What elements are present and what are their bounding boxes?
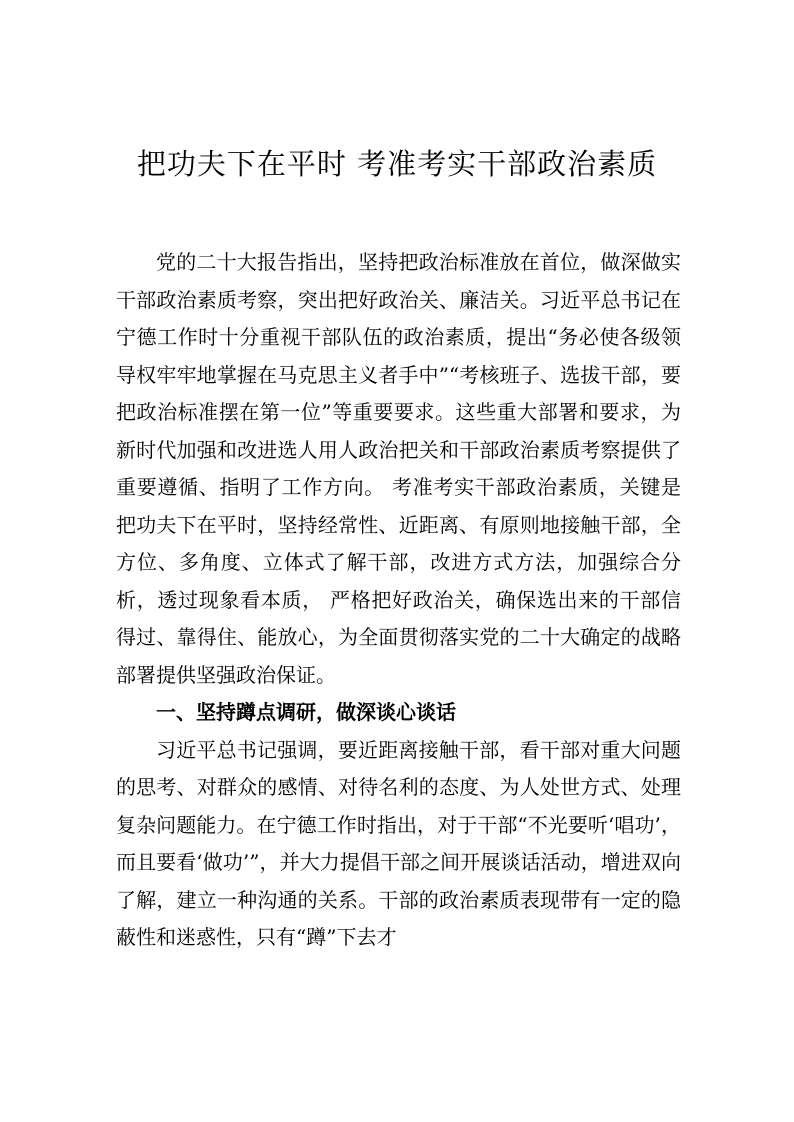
intro-paragraph: 党的二十大报告指出，坚持把政治标准放在首位，做深做实干部政治素质考察，突出把好政治关、廉洁关。习近平总书记在宁德工作时十分重视干部队伍的政治素质，提出“务必使各级领导权牢牢地掌握在马克思主义者手中”“考核班子、选拔干部，要把政治标准摆在第一位”等重要要求。这些重大部署和要求，为新时代加强和改进选人用人政治把关和干部政治素质考察提供了重要遵循、指明了工作方向。 考准考实干部政治素质，关键是把功夫下在平时，坚持经常性、近距离、有原则地接触干部，全方位、多角度、立体式了解干部，改进方式方法，加强综合分析，透过现象看本质， 严格把好政治关，确保选出来的干部信得过、靠得住、能放心，为全面贯彻落实党的二十大确定的战略部署提供坚强政治保证。 — [116, 250, 681, 687]
section-heading-1: 一、坚持蹲点调研，做深谈心谈话 — [156, 700, 456, 724]
section-1-paragraph: 习近平总书记强调，要近距离接触干部，看干部对重大问题的思考、对群众的感情、对待名利的态度、为人处世方式、处理复杂问题能力。在宁德工作时指出，对于干部“不光要听‘唱功’，而且要看‘做功’”，并大力提倡干部之间开展谈话活动，增进双向了解，建立一种沟通的关系。干部的政治素质表现带有一定的隐蔽性和迷惑性，只有“蹲”下去才 — [116, 737, 681, 949]
document-title: 把功夫下在平时 考准考实干部政治素质 — [136, 147, 658, 181]
document-body — [116, 244, 681, 957]
